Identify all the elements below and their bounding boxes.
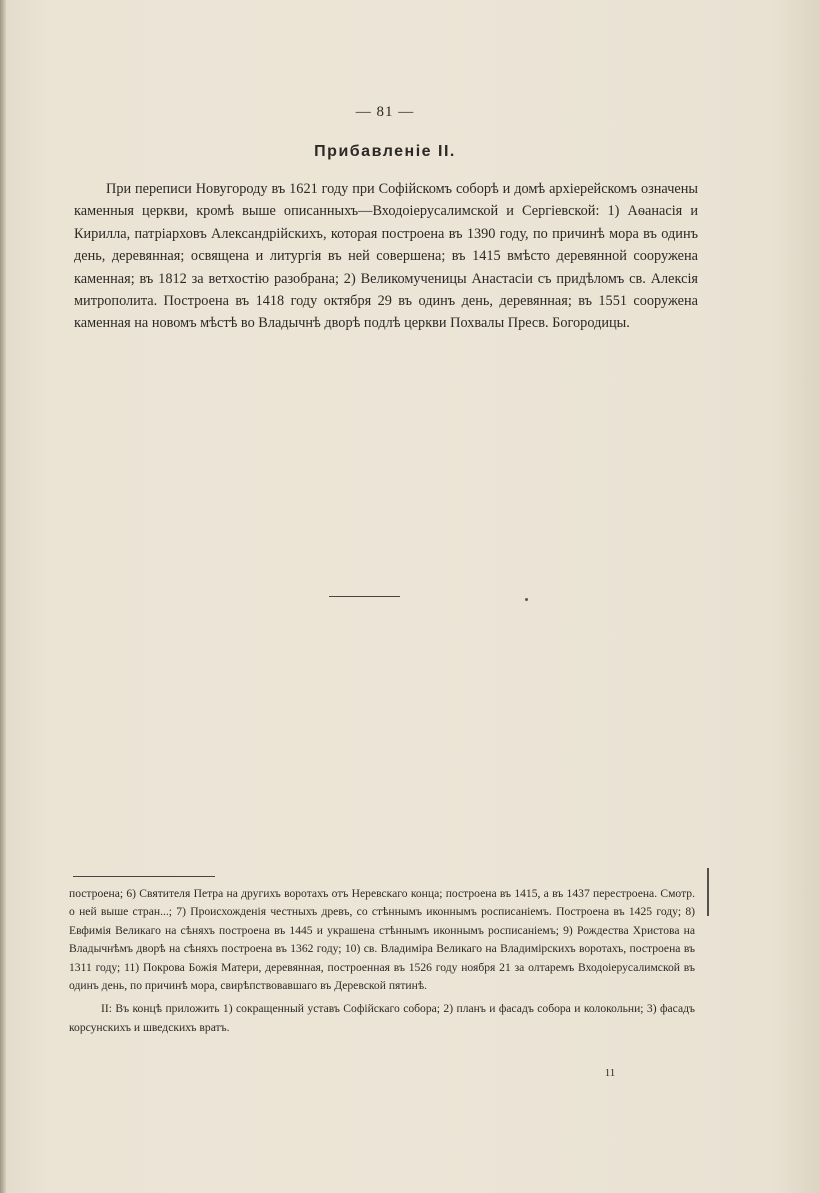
appendix-paragraph: При переписи Новугороду въ 1621 году при Софійскомъ соборѣ и домѣ архіерейскомъ означены каменныя церкви, кромѣ выше описанныхъ—Входоіерусалимской и Сергіевской: 1) Аѳанасія и Кирилла, патріарховъ Александрійскихъ, которая построена въ 1390 году, по причинѣ мора въ одинъ день, деревянная; освящена и литургія въ ней совершена; въ 1415 вмѣсто деревянной сооружена каменная; въ 1812 за ветхостію разобрана; 2) Великомученицы Анастасіи съ придѣломъ св. Алексія митрополита. Построена въ 1418 году октября 29 въ одинъ день, деревянная; въ 1551 сооружена каменная на новомъ мѣстѣ во Владычнѣ дворѣ подлѣ церкви Похвалы Пресв. Богородицы. <box>74 181 698 332</box>
footnote-continuation: построена; 6) Святителя Петра на другихъ воротахъ отъ Неревскаго конца; построена въ 1415, а въ 1437 перестроена. Смотр. о ней выше стран...; 7) Происхожденія честныхъ древъ, со стѣннымъ иконнымъ росписаніемъ. Построена въ 1425 году; 8) Евфимія Великаго на сѣняхъ построена въ 1445 и украшена стѣннымъ иконнымъ росписаніемъ; 9) Рождества Христова на Владычнѣмъ дворѣ на сѣняхъ построена въ 1362 году; 10) св. Владиміра Великаго на Владимірскихъ воротахъ, построена въ 1311 году; 11) Покрова Божія Матери, деревянная, построенная въ 1526 году ноября 21 за олтаремъ Входоіерусалимской въ одинъ день, по причинѣ мора, свирѣпствовавшаго въ Деревской пятинѣ. <box>69 887 695 993</box>
margin-mark <box>707 868 709 916</box>
section-separator-rule <box>329 596 400 597</box>
footnote-rule <box>73 876 215 877</box>
appendix-title: Прибавленіе II. <box>314 143 456 160</box>
paper-speck <box>525 598 528 601</box>
page-binding-edge <box>0 0 6 1193</box>
printer-signature-mark: 11 <box>604 1067 616 1079</box>
footnotes <box>69 885 695 1037</box>
page-number: — 81 — <box>355 104 415 120</box>
footnote-two: II: Въ концѣ приложить 1) сокращенный уставъ Софійскаго собора; 2) планъ и фасадъ собора и колокольни; 3) фасадъ корсунскихъ и шведскихъ вратъ. <box>69 1002 695 1034</box>
